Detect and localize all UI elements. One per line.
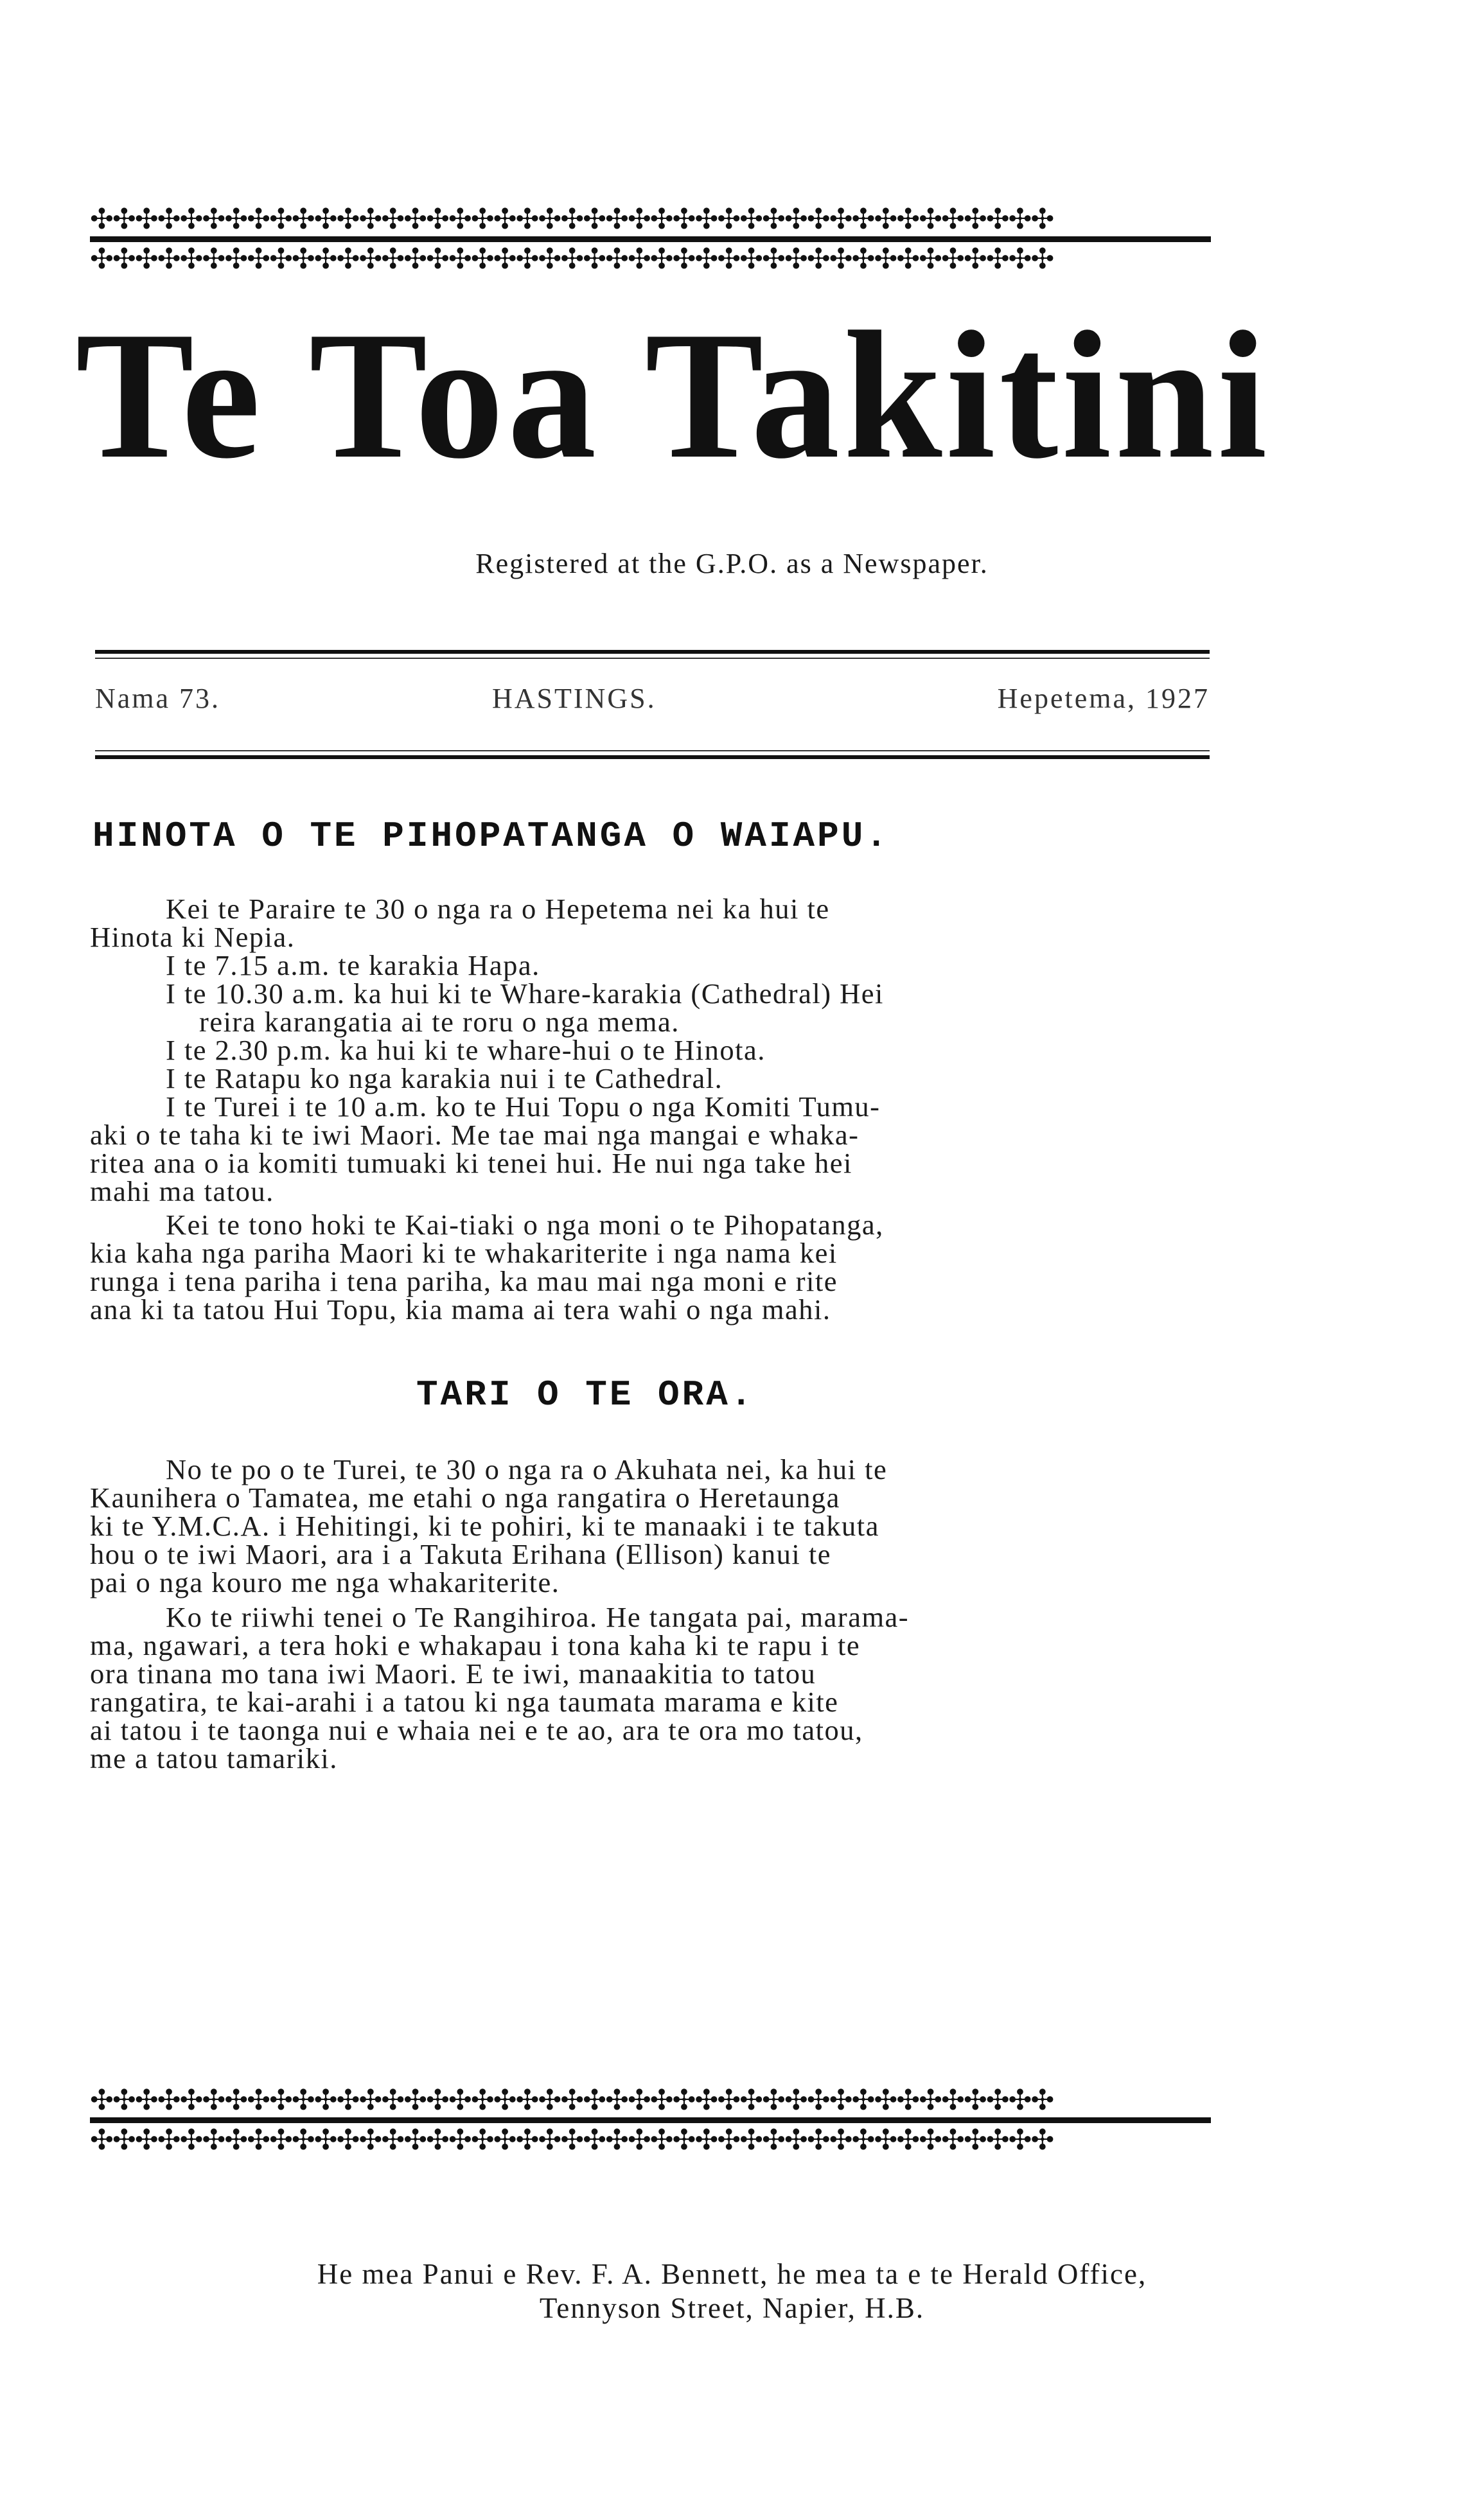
issue-rule-top-thick [95,650,1210,654]
body-line: Hinota ki Nepia. [90,921,295,953]
issue-rule-bottom-thin [95,750,1210,751]
ornament-bottom-row-2: ✣✣✣✣✣✣✣✣✣✣✣✣✣✣✣✣✣✣✣✣✣✣✣✣✣✣✣✣✣✣✣✣✣✣✣✣✣✣✣✣✣✣✣ [90,2125,1054,2156]
body-line: No te po o te Turei, te 30 o nga ra o Akuhata nei, ka hui te [166,1453,888,1485]
body-line: ana ki ta tatou Hui Topu, kia mama ai tera wahi o nga mahi. [90,1293,831,1326]
body-line: hou o te iwi Maori, ara i a Takuta Erihana (Ellison) kanui te [90,1538,832,1570]
issue-date: Hepetema, 1927 [997,683,1210,714]
body-line: Kei te Paraire te 30 o nga ra o Hepetema nei ka hui te [166,893,830,925]
body-line: ora tinana mo tana iwi Maori. E te iwi, manaakitia to tatou [90,1658,816,1690]
body-line: reira karangatia ai te roru o nga mema. [199,1006,680,1038]
issue-number: Nama 73. [95,683,221,714]
issue-info-row [95,682,1210,721]
masthead-title: Te Toa Takitini [75,293,1271,496]
body-line: rangatira, te kai-arahi i a tatou ki nga taumata marama e kite [90,1686,839,1718]
body-line: I te 2.30 p.m. ka hui ki te whare-hui o te Hinota. [166,1034,766,1066]
body-line: ma, ngawari, a tera hoki e whakapau i tona kaha ki te rapu i te [90,1629,861,1661]
ornament-bottom-rule [90,2117,1211,2123]
ornament-bottom-row-1: ✣✣✣✣✣✣✣✣✣✣✣✣✣✣✣✣✣✣✣✣✣✣✣✣✣✣✣✣✣✣✣✣✣✣✣✣✣✣✣✣✣✣✣ [90,2085,1054,2116]
body-line: me a tatou tamariki. [90,1742,338,1774]
body-line: I te Ratapu ko nga karakia nui i te Cathedral. [166,1062,723,1094]
body-line: kia kaha nga pariha Maori ki te whakariterite i nga nama kei [90,1237,838,1269]
body-line: pai o nga kouro me nga whakariterite. [90,1566,560,1598]
issue-rule-bottom-thick [95,755,1210,759]
issue-place: HASTINGS. [492,683,657,714]
body-line: I te 7.15 a.m. te karakia Hapa. [166,949,540,981]
body-line: Kei te tono hoki te Kai-tiaki o nga moni o te Pihopatanga, [166,1209,884,1241]
issue-rule-top-thin [95,658,1210,659]
body-line: ai tatou i te taonga nui e whaia nei e te ao, ara te ora mo tatou, [90,1714,863,1746]
ornament-top-row-2: ✣✣✣✣✣✣✣✣✣✣✣✣✣✣✣✣✣✣✣✣✣✣✣✣✣✣✣✣✣✣✣✣✣✣✣✣✣✣✣✣✣✣✣ [90,244,1054,275]
body-line: ritea ana o ia komiti tumuaki ki tenei hui. He nui nga take hei [90,1147,852,1179]
footer-publisher-line: He mea Panui e Rev. F. A. Bennett, he mea ta e te Herald Office, [317,2258,1147,2290]
section-heading-tari: TARI O TE ORA. [416,1374,755,1415]
body-line: runga i tena pariha i tena pariha, ka mau mai nga moni e rite [90,1265,838,1297]
body-line: Kaunihera o Tamatea, me etahi o nga rangatira o Heretaunga [90,1482,840,1514]
body-line: mahi ma tatou. [90,1175,274,1207]
body-line: ki te Y.M.C.A. i Hehitingi, ki te pohiri, ki te manaaki i te takuta [90,1510,879,1542]
ornament-top-row-1: ✣✣✣✣✣✣✣✣✣✣✣✣✣✣✣✣✣✣✣✣✣✣✣✣✣✣✣✣✣✣✣✣✣✣✣✣✣✣✣✣✣✣✣ [90,204,1054,235]
section-heading-hinota: HINOTA O TE PIHOPATANGA O WAIAPU. [93,816,890,857]
body-line: I te 10.30 a.m. ka hui ki te Whare-karakia (Cathedral) Hei [166,977,884,1010]
ornament-top-rule [90,236,1211,242]
footer-address-line: Tennyson Street, Napier, H.B. [539,2292,925,2324]
body-line: aki o te taha ki te iwi Maori. Me tae mai nga mangai e whaka- [90,1119,860,1151]
body-line: I te Turei i te 10 a.m. ko te Hui Topu o nga Komiti Tumu- [166,1090,881,1123]
body-line: Ko te riiwhi tenei o Te Rangihiroa. He tangata pai, marama- [166,1601,910,1633]
registration-note: Registered at the G.P.O. as a Newspaper. [475,548,989,579]
